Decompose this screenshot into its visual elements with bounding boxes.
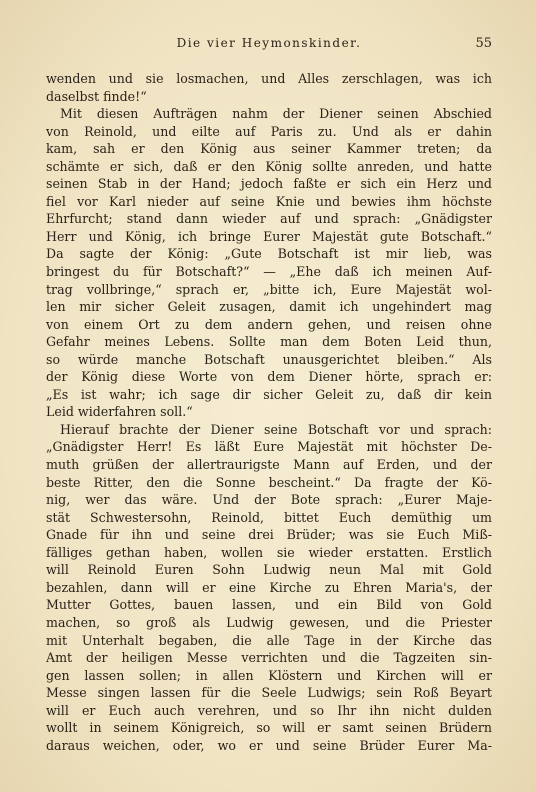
text-line: seinen Stab in der Hand; jedoch faßte er sich ein Herz und [46, 176, 492, 192]
text-line: von einem Ort zu dem andern gehen, und reisen ohne [46, 316, 492, 332]
text-line: kam, sah er den König aus seiner Kammer treten; da [46, 141, 492, 157]
text-line: Gnade für ihn und seine drei Brüder; was sie Euch Miß- [46, 527, 492, 543]
text-line: der König diese Worte von dem Diener hörte, sprach er: [46, 369, 492, 385]
text-line: Gefahr meines Lebens. Sollte man dem Boten Leid thun, [46, 334, 492, 350]
text-line: „Es ist wahr; ich sage dir sicher Geleit zu, daß dir kein [46, 386, 492, 402]
text-line: nig, wer das wäre. Und der Bote sprach: „Eurer Maje- [46, 492, 492, 508]
text-line: wollt in seinem Königreich, so will er samt seinen Brüdern [46, 720, 492, 736]
body-text [46, 70, 492, 754]
text-line: fiel vor Karl nieder auf seine Knie und bewies ihm höchste [46, 193, 492, 209]
text-line: „Gnädigster Herr! Es läßt Eure Majestät mit höchster De- [46, 439, 492, 455]
text-line: wenden und sie losmachen, und Alles zerschlagen, was ich [46, 71, 492, 86]
text-line: mit Unterhalt begaben, die alle Tage in der Kirche das [46, 632, 492, 648]
text-line: Ehrfurcht; stand dann wieder auf und sprach: „Gnädigster [46, 211, 492, 227]
text-line: fälliges gethan haben, wollen sie wieder erstatten. Erstlich [46, 544, 492, 560]
text-line: Herr und König, ich bringe Eurer Majestät gute Botschaft.“ [46, 228, 492, 244]
text-line: Amt der heiligen Messe verrichten und die Tagzeiten sin- [46, 650, 492, 666]
text-line: Leid widerfahren soll.“ [46, 404, 193, 420]
text-line: bezahlen, dann will er eine Kirche zu Ehren Maria's, der [46, 579, 492, 595]
text-line: von Reinold, und eilte auf Paris zu. Und als er dahin [46, 123, 492, 139]
text-line: stät Schwestersohn, Reinold, bittet Euch demüthig um [46, 509, 492, 525]
text-line: machen, so groß als Ludwig gewesen, und die Priester [46, 614, 492, 630]
text-line: will Reinold Euren Sohn Ludwig neun Mal mit Gold [46, 562, 492, 578]
text-line: will er Euch auch verehren, und so Ihr ihn nicht dulden [46, 702, 492, 718]
text-line: Mutter Gottes, bauen lassen, und ein Bild von Gold [46, 597, 492, 613]
text-line: schämte er sich, daß er den König sollte anreden, und hatte [46, 158, 492, 174]
text-line: daraus weichen, oder, wo er und seine Brüder Eurer Ma- [46, 737, 492, 753]
text-line: bringest du für Botschaft?“ — „Ehe daß ich meinen Auf- [46, 264, 492, 280]
text-line: Hierauf brachte der Diener seine Botschaft vor und sprach: [60, 421, 492, 437]
text-line: Da sagte der König: „Gute Botschaft ist mir lieb, was [46, 246, 492, 262]
text-line: Mit diesen Aufträgen nahm der Diener seinen Abschied [60, 106, 492, 122]
running-title: Die vier Heymonskinder. [176, 36, 362, 50]
text-line: so würde manche Botschaft unausgerichtet bleiben.“ Als [46, 351, 492, 367]
text-line: muth grüßen der allertraurigste Mann auf Erden, und der [46, 457, 492, 473]
page-header [46, 36, 492, 56]
text-line: Messe singen lassen für die Seele Ludwigs; sein Roß Beyart [46, 685, 492, 701]
text-line: len mir sicher Geleit zusagen, damit ich ungehindert mag [46, 299, 492, 315]
text-line: daselbst finde!“ [46, 88, 147, 104]
text-line: trag vollbringe,“ sprach er, „bitte ich, Eure Majestät wol- [46, 281, 492, 297]
text-line: beste Ritter, den die Sonne bescheint.“ Da fragte der Kö- [46, 474, 492, 490]
text-line: gen lassen sollen; in allen Klöstern und Kirchen will er [46, 667, 492, 683]
page-number: 55 [475, 36, 492, 51]
